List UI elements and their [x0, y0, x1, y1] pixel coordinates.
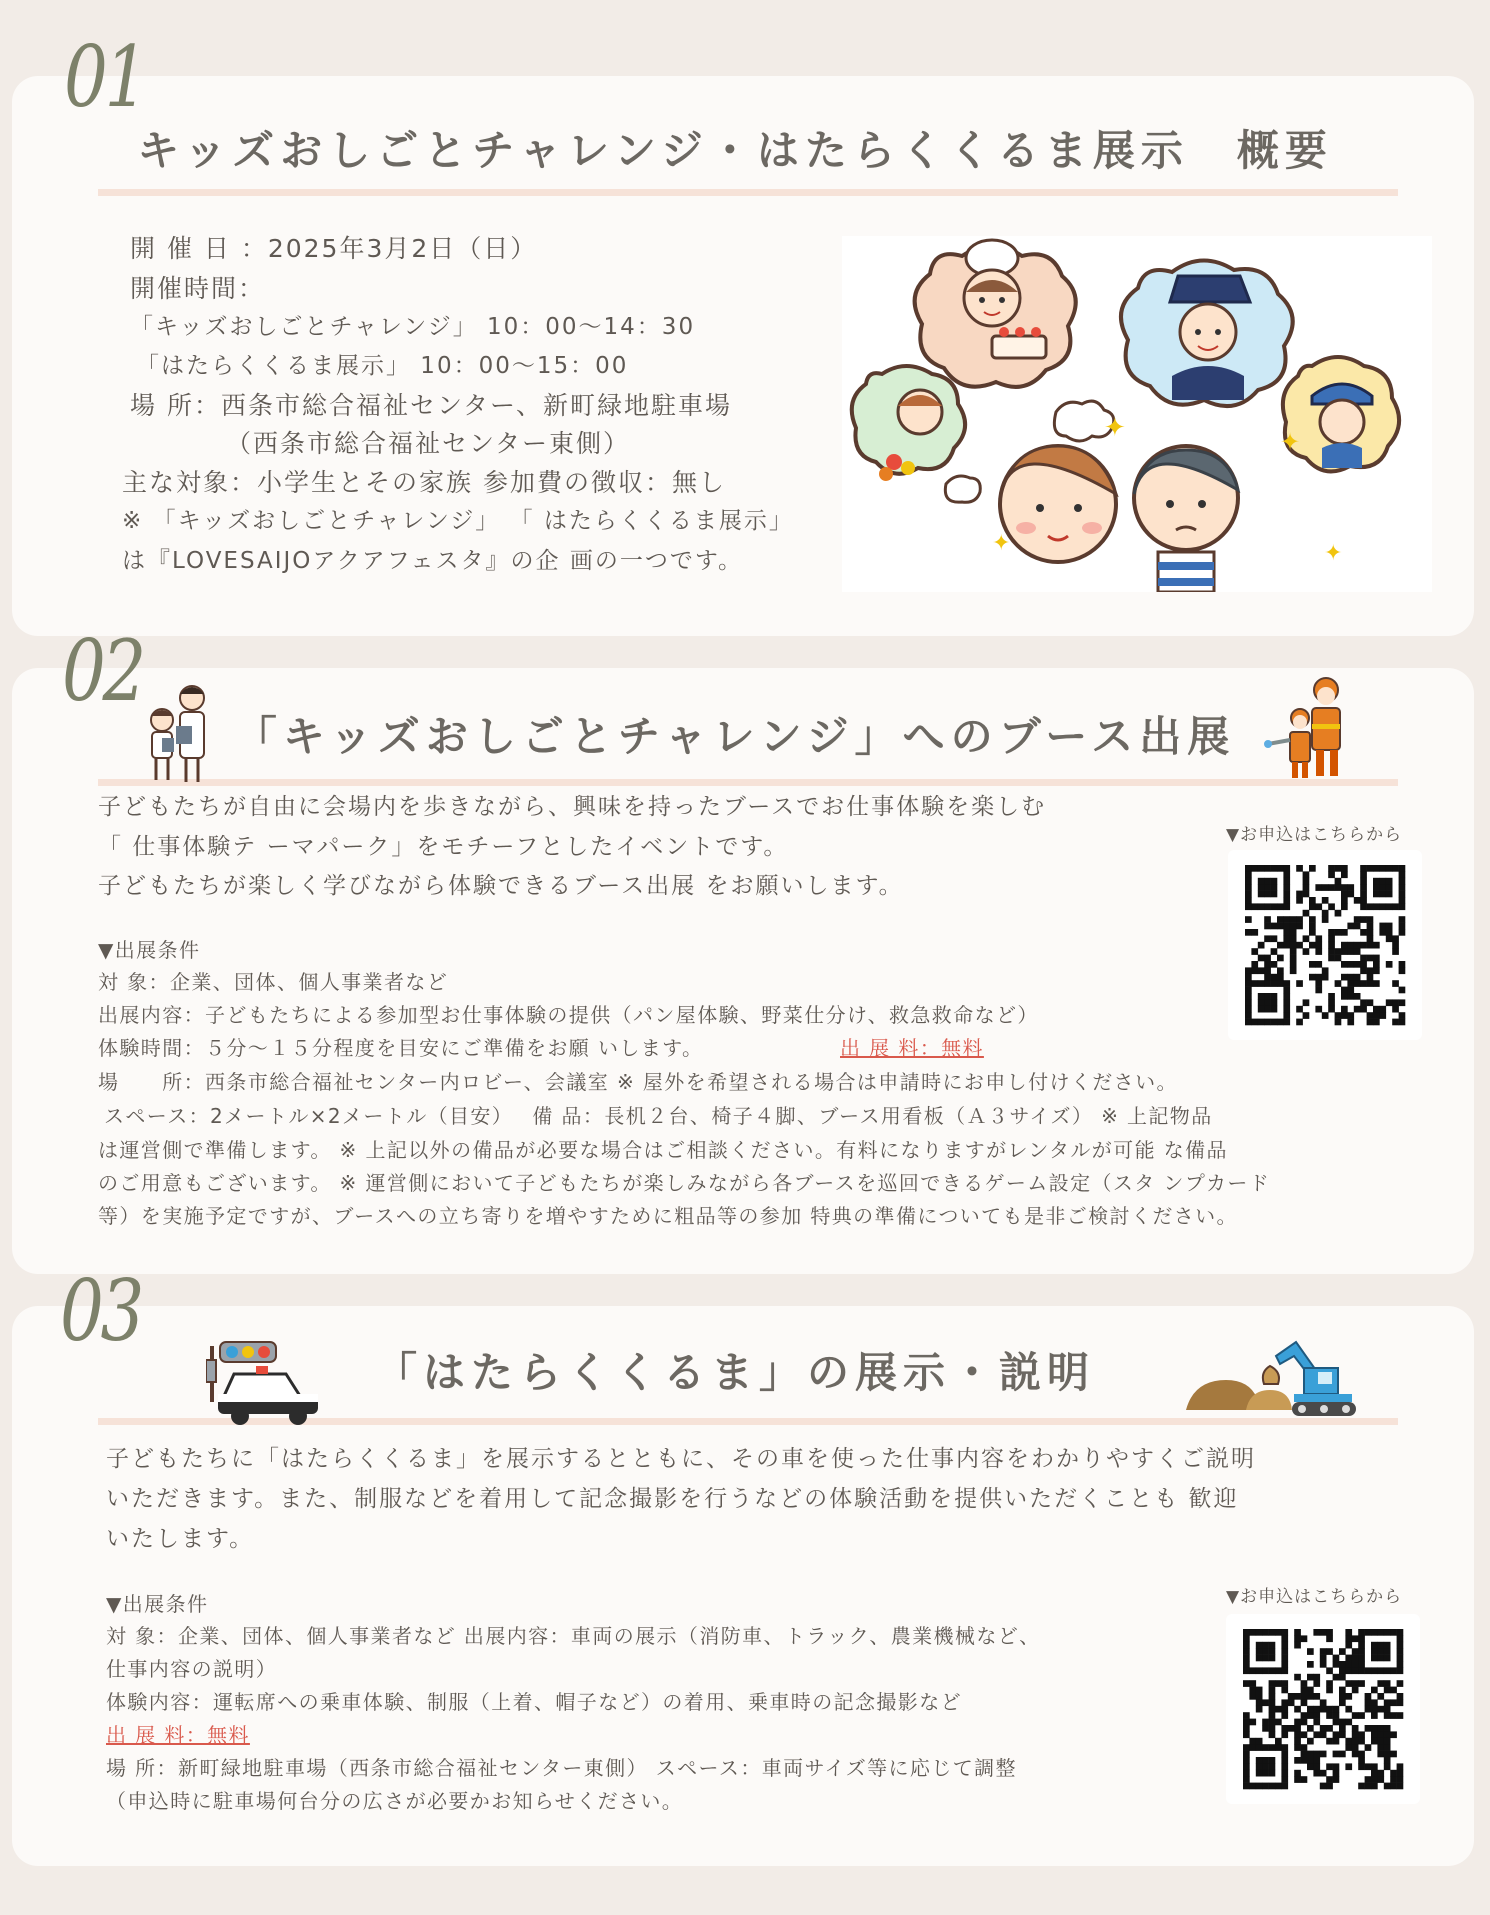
booth-condition-place: 場 所：西条市総合福祉センター内ロビー、会議室 ※ 屋外を希望される場合は申請時にお申し付けください。 — [98, 1070, 1178, 1094]
title-divider — [98, 779, 1398, 786]
section-title-booth: 「キッズおしごとチャレンジ」へのブース出展 — [234, 712, 1236, 761]
booth-condition-note-2: のご用意もございます。 ※ 運営側において子どもたちが楽しみながら各ブースを巡回できるゲーム設定（スタ ンプカード — [98, 1171, 1271, 1195]
excavator-illustration — [1180, 1336, 1360, 1420]
careers-illustration — [842, 236, 1432, 592]
event-venue: 場 所：西条市総合福祉センター、新町緑地駐車場 — [130, 391, 732, 420]
event-date: 開 催 日 ：2025年3月2日（日） — [130, 234, 538, 263]
kids-challenge-hours: 「キッズおしごとチャレンジ」 10：00〜14：30 — [130, 314, 696, 340]
vehicles-condition-note: （申込時に駐車場何台分の広さが必要かお知らせください。 — [106, 1789, 684, 1813]
vehicles-qr-label: ▼お申込はこちらから — [1226, 1587, 1403, 1607]
svg-text:✦: ✦ — [1280, 428, 1301, 456]
svg-text:✦: ✦ — [1324, 541, 1343, 566]
vehicles-conditions-heading: ▼出展条件 — [106, 1592, 209, 1616]
qr-code-icon — [1228, 850, 1422, 1040]
qr-code-icon — [1226, 1614, 1420, 1804]
section-title-vehicles: 「はたらくくるま」の展示・説明 — [374, 1348, 1095, 1397]
booth-intro-3: 子どもたちが楽しく学びながら体験できるブース出展 をお願いします。 — [98, 873, 904, 899]
booth-intro-2: 「 仕事体験テ ーマパーク」をモチーフとしたイベントです。 — [98, 834, 789, 860]
booth-qr-label: ▼お申込はこちらから — [1226, 825, 1403, 845]
vehicles-condition-place: 場 所：新町緑地駐車場（西条市総合福祉センター東側） スペース：車両サイズ等に応じて調整 — [106, 1756, 1017, 1780]
vehicles-intro-1: 子どもたちに「はたらくくるま」を展示するとともに、その車を使った仕事内容をわかりやすくご説明 — [106, 1446, 1256, 1472]
note-line-1: ※ 「キッズおしごとチャレンジ」 「 はたらくくるま展示」 — [122, 508, 794, 534]
vehicles-intro-2: いただきます。また、制服などを着用して記念撮影を行うなどの体験活動を提供いただくことも 歓迎 — [106, 1486, 1239, 1512]
vehicles-condition-content-note: 仕事内容の説明） — [106, 1657, 278, 1681]
booth-condition-time: 体験時間：５分〜１５分程度を目安にご準備をお願 いします。 — [98, 1036, 704, 1060]
svg-text:✦: ✦ — [992, 531, 1011, 556]
booth-condition-target: 対 象：企業、団体、個人事業者など — [98, 970, 449, 994]
section-number-03: 03 — [60, 1262, 142, 1360]
section-number-01: 01 — [64, 28, 146, 126]
police-car-illustration — [206, 1336, 324, 1426]
booth-conditions-heading: ▼出展条件 — [98, 938, 201, 962]
booth-condition-space: スペース：2メートル×2メートル（目安） 備 品：長机２台、椅子４脚、ブース用看板（Ａ３サイズ） ※ 上記物品 — [104, 1104, 1213, 1128]
event-hours-label: 開催時間： — [130, 274, 266, 303]
svg-text:✦: ✦ — [1104, 413, 1126, 443]
section-number-02: 02 — [62, 622, 144, 720]
vehicles-condition-experience: 体験内容：運転席への乗車体験、制服（上着、帽子など）の着用、乗車時の記念撮影など — [106, 1690, 962, 1714]
event-venue-note: （西条市総合福祉センター東側） — [226, 429, 631, 458]
booth-intro-1: 子どもたちが自由に会場内を歩きながら、興味を持ったブースでお仕事体験を楽しむ — [98, 794, 1047, 820]
booth-condition-note-3: 等）を実施予定ですが、ブースへの立ち寄りを増やすために粗品等の参加 特典の準備についても是非ご検討ください。 — [98, 1204, 1238, 1228]
vehicles-condition-target: 対 象：企業、団体、個人事業者など 出展内容：車両の展示（消防車、トラック、農業機械など、 — [106, 1624, 1041, 1648]
target-and-fee: 主な対象：小学生とその家族 参加費の徴収：無し — [122, 468, 726, 497]
firefighters-illustration — [1264, 674, 1360, 780]
note-line-2: は『LOVESAIJOアクアフェスタ』の企 画の一つです。 — [122, 548, 744, 574]
booth-condition-content: 出展内容：子どもたちによる参加型お仕事体験の提供（パン屋体験、野菜仕分け、救急救命など） — [98, 1003, 1039, 1027]
vehicle-exhibit-hours: 「はたらくくるま展示」 10：00〜15：00 — [136, 353, 629, 379]
booth-fee: 出 展 料：無料 — [840, 1036, 984, 1060]
vehicles-fee: 出 展 料：無料 — [106, 1723, 250, 1747]
booth-condition-note-1: は運営側で準備します。 ※ 上記以外の備品が必要な場合はご相談ください。有料になりますがレンタルが可能 な備品 — [98, 1138, 1228, 1162]
section-title-overview: キッズおしごとチャレンジ・はたらくくるま展示 概要 — [137, 126, 1333, 175]
title-divider — [98, 189, 1398, 196]
medical-staff-illustration — [140, 680, 216, 784]
vehicles-application-qr[interactable] — [1226, 1614, 1420, 1804]
vehicles-intro-3: いたします。 — [106, 1526, 255, 1552]
booth-application-qr[interactable] — [1228, 850, 1422, 1040]
